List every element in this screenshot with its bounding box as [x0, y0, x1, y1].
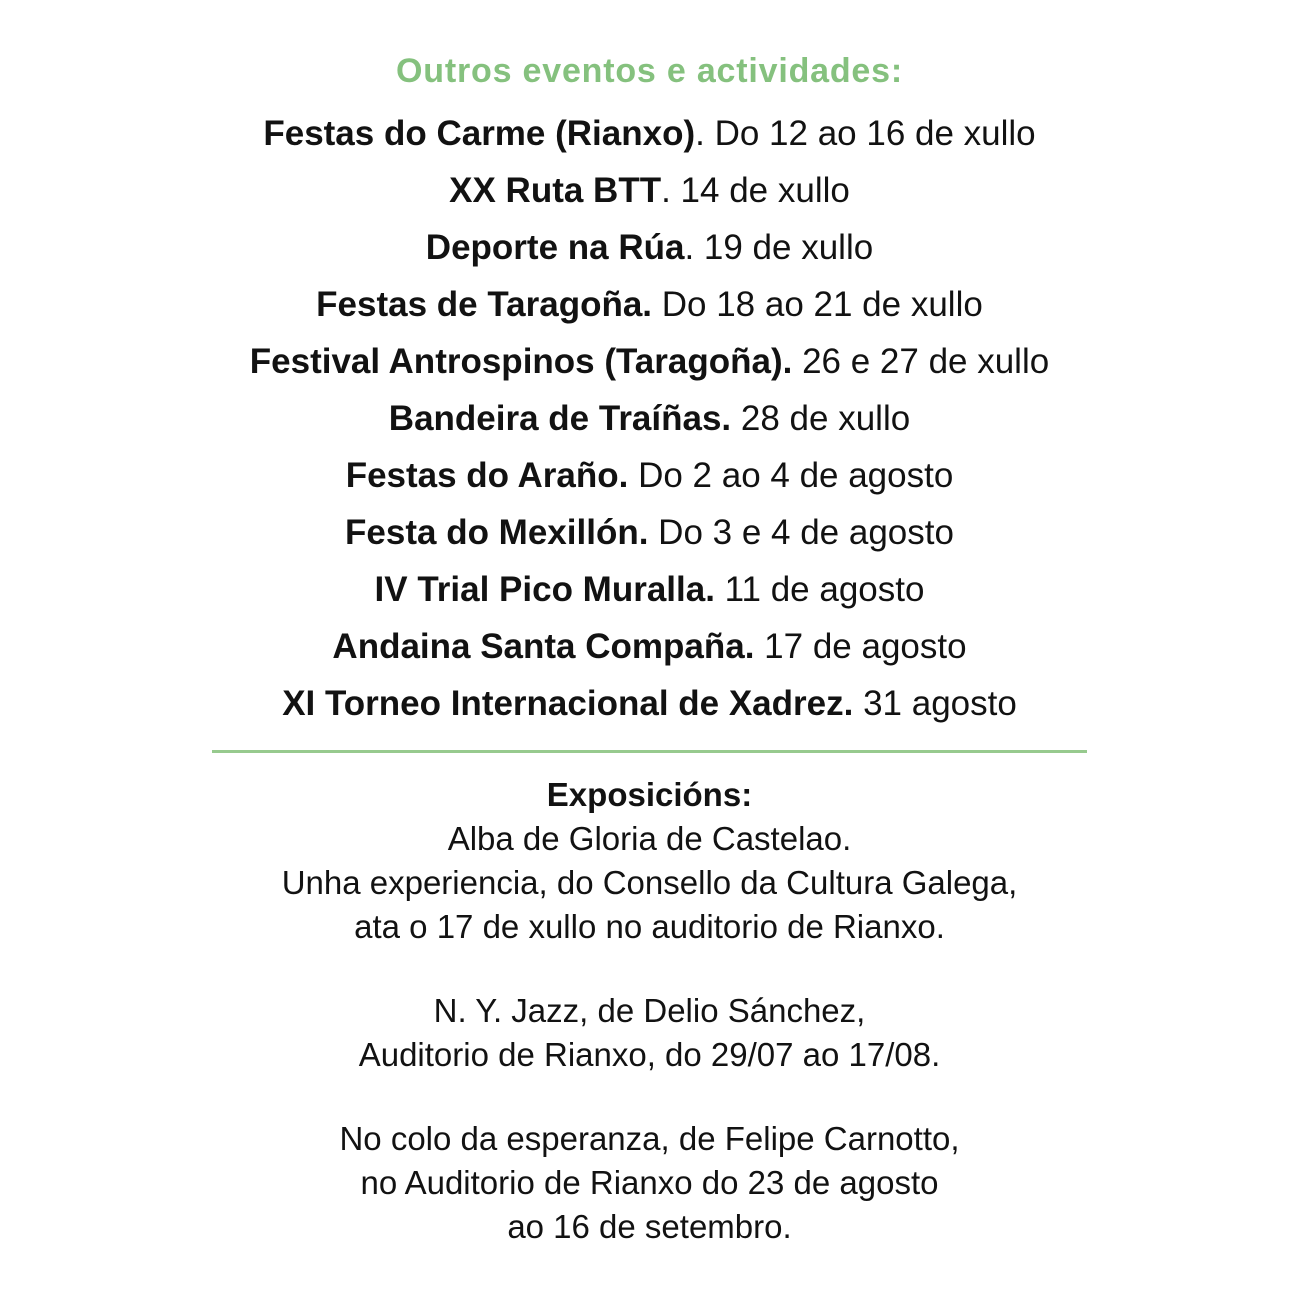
event-date: Do 2 ao 4 de agosto: [628, 456, 954, 495]
event-line: [0, 333, 1299, 390]
event-line: [0, 447, 1299, 504]
exhibition-entry: [0, 989, 1299, 1077]
section-divider: [212, 750, 1087, 753]
event-line: [0, 561, 1299, 618]
event-date: Do 3 e 4 de agosto: [648, 513, 954, 552]
event-name: Bandeira de Traíñas.: [388, 399, 732, 438]
event-name: Festas do Carme (Rianxo): [263, 114, 696, 153]
event-name: IV Trial Pico Muralla.: [374, 570, 715, 609]
event-date: 31 agosto: [853, 684, 1017, 723]
event-name: XX Ruta BTT: [449, 171, 662, 210]
event-name: Festas de Taragoña.: [316, 285, 653, 324]
event-line: [0, 618, 1299, 675]
event-name: XI Torneo Internacional de Xadrez.: [282, 684, 854, 723]
exhibition-line: Auditorio de Rianxo, do 29/07 ao 17/08.: [358, 1036, 941, 1073]
exhibition-entry: [0, 1117, 1299, 1249]
exhibition-line: Unha experiencia, do Consello da Cultura Galega,: [281, 864, 1018, 901]
event-line: [0, 105, 1299, 162]
exhibition-line: no Auditorio de Rianxo do 23 de agosto: [360, 1164, 939, 1201]
event-name: Festas do Araño.: [345, 456, 629, 495]
event-name: Deporte na Rúa: [425, 228, 685, 267]
event-date: . 14 de xullo: [661, 171, 850, 210]
exhibition-line: Alba de Gloria de Castelao.: [447, 820, 852, 857]
event-name: Festa do Mexillón.: [345, 513, 649, 552]
event-line: [0, 219, 1299, 276]
exhibition-line: N. Y. Jazz, de Delio Sánchez,: [433, 992, 866, 1029]
events-list: [0, 105, 1299, 732]
event-line: [0, 504, 1299, 561]
event-name: Andaina Santa Compaña.: [332, 627, 755, 666]
event-line: [0, 390, 1299, 447]
event-date: . Do 12 ao 16 de xullo: [695, 114, 1036, 153]
event-line: [0, 276, 1299, 333]
exhibitions-title: Exposicións:: [546, 776, 753, 813]
exhibitions-section: [0, 773, 1299, 1249]
exhibition-line: No colo da esperanza, de Felipe Carnotto,: [339, 1120, 960, 1157]
exhibition-entry: [0, 773, 1299, 949]
event-line: [0, 162, 1299, 219]
event-name: Festival Antrospinos (Taragoña).: [249, 342, 793, 381]
event-line: [0, 675, 1299, 732]
exhibition-line: ata o 17 de xullo no auditorio de Rianxo.: [354, 908, 945, 945]
event-date: Do 18 ao 21 de xullo: [652, 285, 983, 324]
page-title: Outros eventos e actividades:: [396, 52, 903, 90]
event-date: 17 de agosto: [754, 627, 967, 666]
exhibition-line: ao 16 de setembro.: [507, 1208, 792, 1245]
event-date: 26 e 27 de xullo: [792, 342, 1050, 381]
event-date: 11 de agosto: [714, 570, 925, 609]
event-date: 28 de xullo: [731, 399, 911, 438]
event-date: . 19 de xullo: [684, 228, 874, 267]
